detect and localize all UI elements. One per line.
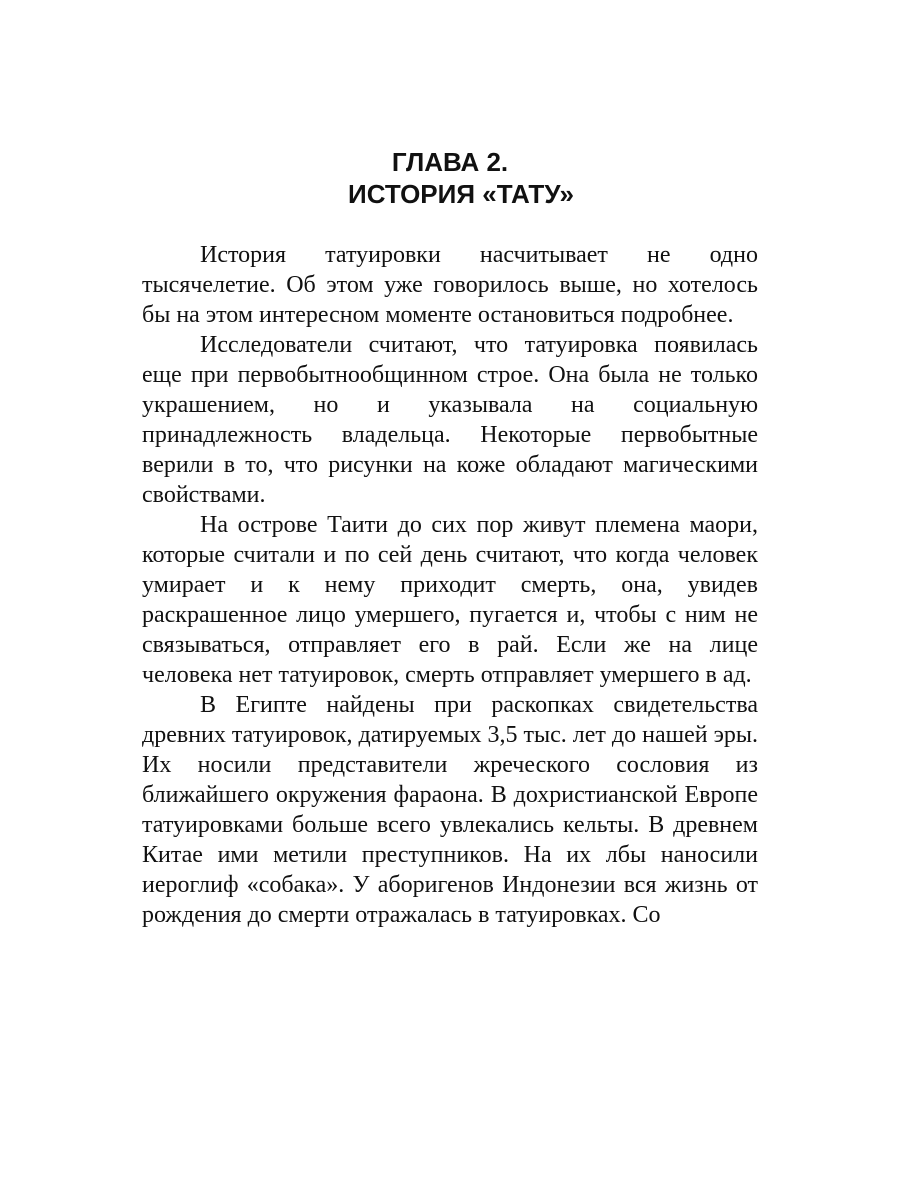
paragraph: На острове Таити до сих пор живут племена маори, которые считали и по сей день считают, что когда человек умирает и к нему приходит смерть, она, увидев раскрашенное лицо умершего, пугается и, чтобы с ним не связываться, отправляет его в рай. Если же на лице человека нет татуировок, смерть отправляет умершего в ад. — [142, 512, 758, 688]
chapter-heading — [140, 146, 760, 210]
chapter-title: ИСТОРИЯ «ТАТУ» — [348, 179, 574, 209]
paragraph: Исследователи считают, что татуировка появилась еще при первобытнообщинном строе. Она была не только украшением, но и указывала на социальную принадлежность владельца. Некоторые первобытные верили в то, что рисунки на коже обладают магическими свойствами. — [142, 332, 758, 508]
chapter-number: ГЛАВА 2. — [391, 147, 509, 177]
paragraph: История татуировки насчитывает не одно тысячелетие. Об этом уже говорилось выше, но хотелось бы на этом интересном моменте остановиться подробнее. — [142, 242, 758, 328]
paragraph: В Египте найдены при раскопках свидетельства древних татуировок, датируемых 3,5 тыс. лет до нашей эры. Их носили представители жреческого сословия из ближайшего окружения фараона. В дохристианской Европе татуировками больше всего увлекались кельты. В древнем Китае ими метили преступников. На их лбы наносили иероглиф «собака». У аборигенов Индонезии вся жизнь от рождения до смерти отражалась в татуировках. Со — [142, 692, 758, 928]
chapter-body — [142, 240, 758, 930]
